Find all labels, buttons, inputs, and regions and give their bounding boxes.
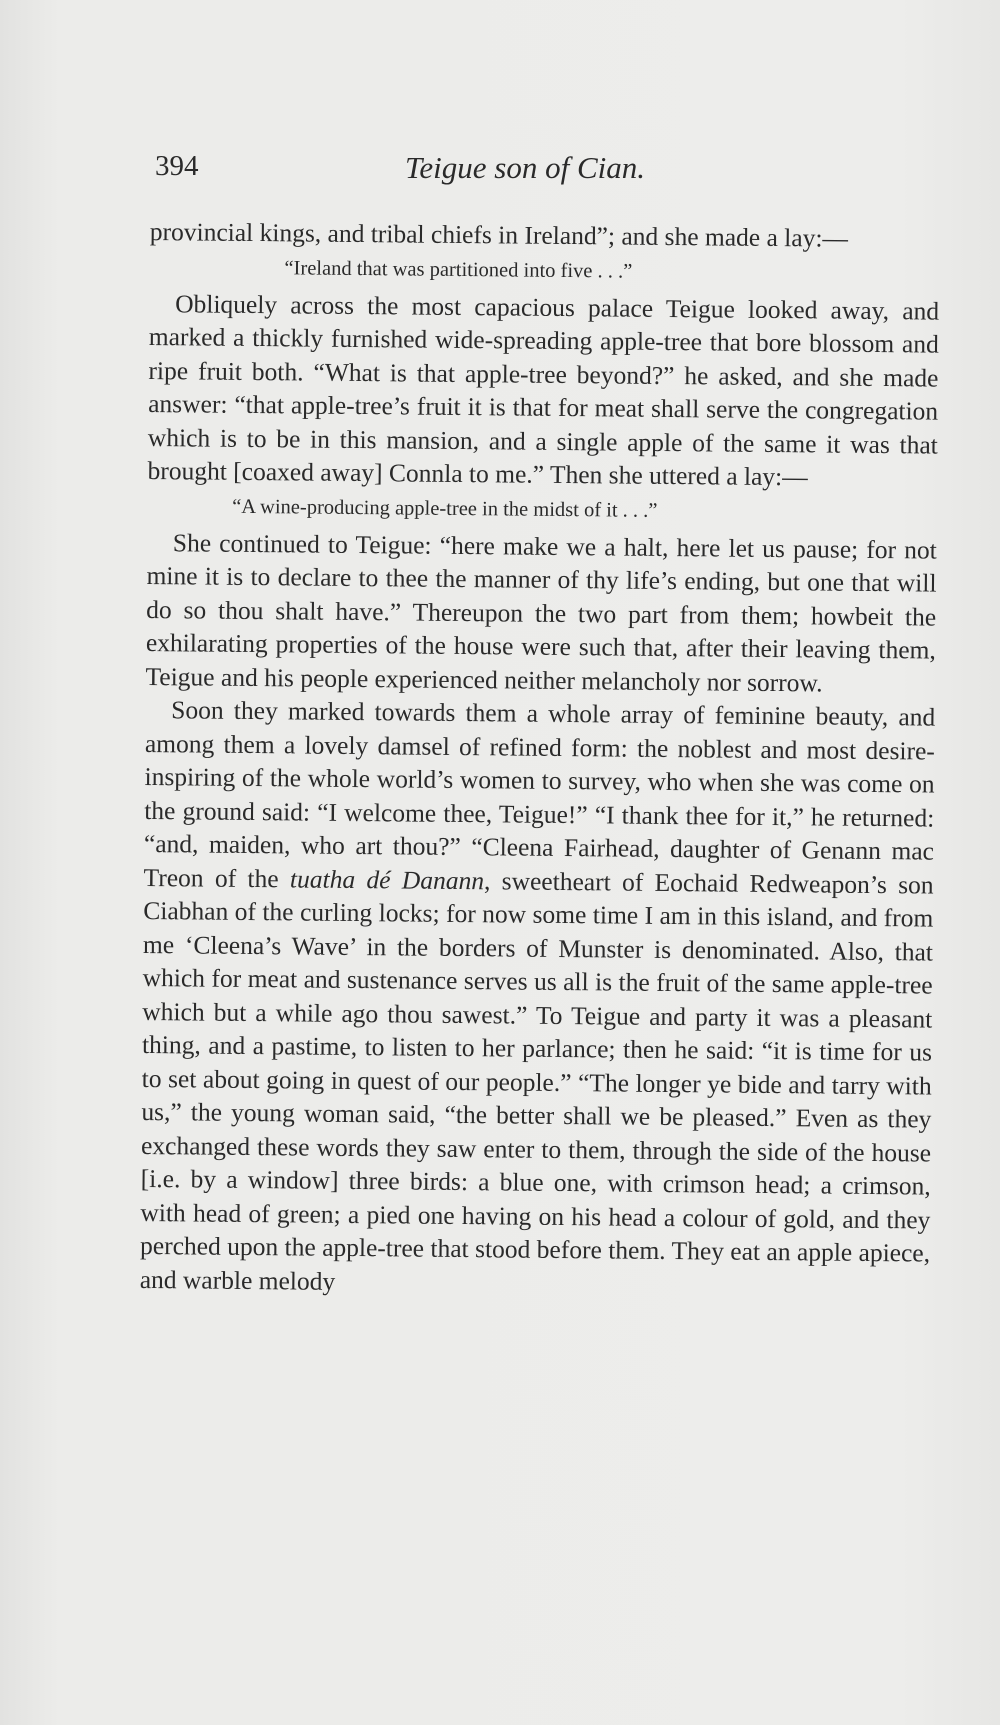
- running-title: Teigue son of Cian.: [405, 150, 645, 185]
- paragraph-1: provincial kings, and tribal chiefs in Ireland”; and she made a lay:—: [149, 216, 849, 253]
- paragraph-4-text-a: Soon they marked towards them a whole array of feminine beauty, and among them a lovely damsel of refined form: the noblest and most desire-inspiring of the whole world’s women to survey, who when she was come on the ground said: “I welcome thee, Teigue!” “I thank thee for it,” he returned: “and, maiden, who art thou?” “Cleena Fairhead, daughter of Genann mac Treon of the: [143, 695, 936, 893]
- paragraph-4-text-b: , sweetheart of Eochaid Redweapon’s son Ciabhan of the curling locks; for now some time I am in this island, and from me ‘Cleena’s Wave’ in the borders of Munster is denominated. Also, that which for meat and sustenance serves us all is the fruit of the same apple-tree which but a while ago thou sawest.” To Teigue and party it was a pleasant thing, and a pastime, to listen to her parlance; then he said: “it is time for us to set about going in quest of our people.” “The longer ye bide and tarry with us,” the young woman said, “the better shall we be pleased.” Even as they exchanged these words they saw enter to them, through the side of the house [i.e. by a window] three birds: a blue one, with crimson head; a crimson, with head of green; a pied one having on his head a colour of gold, and they perched upon the apple-tree that stood before them. They eat an apple apiece, and warble melody: [139, 865, 934, 1296]
- paragraph-3: She continued to Teigue: “here make we a halt, here let us pause; for not mine it is to declare to thee the manner of thy life’s ending, but one that will do so thou shalt have.” Thereupon the two part from them; howbeit the exhilarating properties of the house were such that, after their leaving them, Teigue and his people experienced neither melancholy nor sorrow.: [145, 527, 937, 697]
- page-header: [155, 150, 955, 200]
- page-number: 394: [155, 150, 199, 182]
- body-text: [140, 215, 940, 1304]
- verse-line-1: “Ireland that was partitioned into five . . .”: [284, 256, 633, 283]
- paragraph-2: Obliquely across the most capacious palace Teigue looked away, and marked a thickly furnished wide-spreading apple-tree that bore blossom and ripe fruit both. “What is that apple-tree beyond?” he asked, and she made answer: “that apple-tree’s fruit it is that for meat shall serve the congregation which is to be in this mansion, and a single apple of the same it was that brought [coaxed away] Connla to me.” Then she uttered a lay:—: [147, 288, 940, 492]
- paragraph-4: [140, 693, 936, 1304]
- paragraph-4-italic: tuatha dé Danann: [289, 863, 485, 895]
- verse-line-2: “A wine-producing apple-tree in the midst of it . . .”: [232, 495, 658, 522]
